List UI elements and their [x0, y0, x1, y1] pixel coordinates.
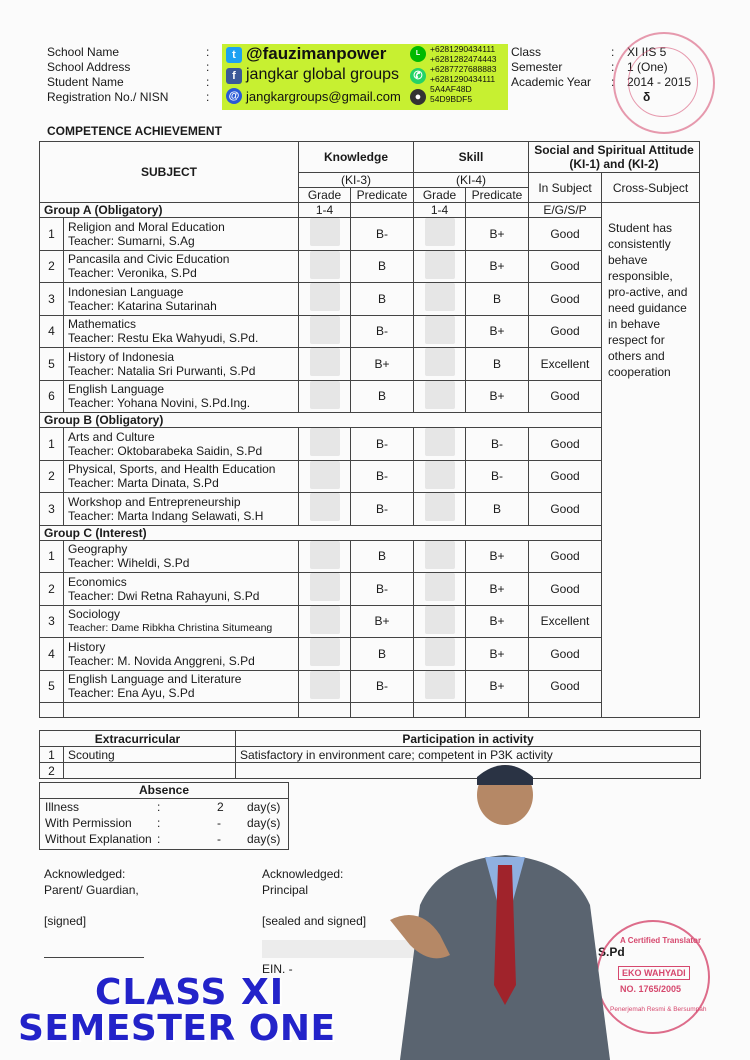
facebook-icon: f [226, 68, 242, 84]
knowledge-predicate: B- [351, 670, 414, 703]
subject-cell [64, 428, 299, 461]
redaction [310, 316, 340, 344]
semester-value: 1 (One) [627, 60, 668, 74]
predicate-blank-s [466, 203, 529, 218]
twitter-icon: t [226, 47, 242, 63]
empty-cell [40, 703, 64, 718]
attitude-in-subject: Good [529, 283, 602, 316]
in-subject-header: In Subject [529, 173, 602, 203]
row-number: 2 [40, 250, 64, 283]
teacher-name: Teacher: Oktobarabeka Saidin, S.Pd [68, 443, 263, 458]
redaction [425, 348, 455, 376]
egsp-scale: E/G/S/P [529, 203, 602, 218]
class-label: Class [511, 45, 542, 59]
subject-cell [64, 315, 299, 348]
teacher-name: Teacher: Restu Eka Wahyudi, S.Pd. [68, 331, 259, 346]
parent-signature-block [44, 866, 144, 958]
competence-table [39, 141, 700, 718]
empty-cell [351, 703, 414, 718]
teacher-name: Teacher: Natalia Sri Purwanti, S.Pd [68, 363, 256, 378]
row-number: 3 [40, 493, 64, 526]
redaction [310, 573, 340, 601]
knowledge-predicate: B- [351, 315, 414, 348]
subject-row [40, 428, 700, 461]
range-row [40, 203, 700, 218]
group-title: Group B (Obligatory) [40, 413, 602, 428]
absence-label: Without Explanation [45, 832, 152, 846]
subject-cell [64, 348, 299, 381]
redaction [425, 493, 455, 521]
skill-predicate: B+ [466, 380, 529, 413]
school-address-label: School Address [47, 60, 131, 74]
subject-name: Workshop and Entrepreneurship [68, 494, 241, 509]
absence-value: - [217, 832, 221, 846]
twitter-handle: @fauzimanpower [246, 44, 387, 63]
attitude-in-subject: Good [529, 573, 602, 606]
grade-k-redacted [299, 540, 351, 573]
attitude-in-subject: Good [529, 638, 602, 671]
bbm-pin-1: 5A4AF48D [430, 84, 472, 94]
grade-k-redacted [299, 348, 351, 381]
subject-name: History [68, 639, 106, 654]
whatsapp-icon: ✆ [410, 68, 426, 84]
ki3-header: (KI-3) [299, 173, 414, 188]
teacher-name: Teacher: Sumarni, S.Ag [68, 233, 195, 248]
subject-row [40, 460, 700, 493]
ack-principal: Acknowledged: [262, 867, 344, 881]
skill-predicate: B [466, 493, 529, 526]
parent-label: Parent/ Guardian, [44, 883, 139, 897]
subject-cell [64, 218, 299, 251]
subject-row [40, 315, 700, 348]
subject-name: Indonesian Language [68, 284, 184, 299]
subject-name: Mathematics [68, 317, 137, 332]
grade-range-s: 1-4 [414, 203, 466, 218]
redaction [425, 573, 455, 601]
knowledge-predicate: B- [351, 493, 414, 526]
empty-cell [466, 703, 529, 718]
email-icon: @ [226, 88, 242, 104]
knowledge-predicate: B [351, 540, 414, 573]
translator-stamp-bottom: Penerjemah Resmi & Bersumpah [610, 1006, 707, 1013]
academic-year-label: Academic Year [511, 75, 592, 89]
row-number: 2 [40, 460, 64, 493]
extracurricular-name: Scouting [64, 747, 236, 763]
row-number: 3 [40, 605, 64, 638]
teacher-name: Teacher: Ena Ayu, S.Pd [68, 686, 195, 701]
grade-k-redacted [299, 573, 351, 606]
grade-s-redacted [414, 573, 466, 606]
subject-row [40, 573, 700, 606]
grade-s-redacted [414, 348, 466, 381]
subject-name: English Language and Literature [68, 672, 242, 687]
grade-k-redacted [299, 428, 351, 461]
row-number: 5 [40, 348, 64, 381]
phone-line-2: +6281282474443 [430, 54, 497, 64]
redaction [310, 493, 340, 521]
redaction [425, 428, 455, 456]
grade-s-redacted [414, 218, 466, 251]
teacher-name: Teacher: Katarina Sutarinah [68, 298, 217, 313]
skill-predicate: B- [466, 428, 529, 461]
predicate-header-s: Predicate [466, 188, 529, 203]
grade-s-redacted [414, 638, 466, 671]
absence-unit: day(s) [247, 800, 281, 814]
extracurricular-header: Extracurricular [40, 731, 236, 747]
presenter-photo [380, 755, 620, 1060]
skill-predicate: B [466, 283, 529, 316]
predicate-header-k: Predicate [351, 188, 414, 203]
grade-s-redacted [414, 605, 466, 638]
redaction [310, 606, 340, 634]
skill-predicate: B+ [466, 315, 529, 348]
section-title: COMPETENCE ACHIEVEMENT [47, 124, 222, 138]
attitude-in-subject: Good [529, 460, 602, 493]
redaction [310, 218, 340, 246]
attitude-in-subject: Excellent [529, 348, 602, 381]
spd-label: S.Pd [598, 945, 625, 959]
row-number: 1 [40, 218, 64, 251]
header-colons: : : : : [206, 45, 210, 104]
absence-row [45, 831, 288, 847]
row-number: 1 [40, 540, 64, 573]
subject-name: Economics [68, 574, 127, 589]
absence-colon: : [157, 832, 161, 846]
subject-header: SUBJECT [40, 142, 299, 203]
grade-header-k: Grade [299, 188, 351, 203]
absence-label: Illness [45, 800, 80, 814]
subject-row [40, 670, 700, 703]
header-right-labels [511, 45, 591, 90]
redaction [425, 218, 455, 246]
predicate-blank-k [351, 203, 414, 218]
empty-cell [64, 703, 299, 718]
skill-header: Skill [414, 142, 529, 173]
knowledge-predicate: B [351, 283, 414, 316]
empty-row [40, 703, 700, 718]
subject-cell [64, 250, 299, 283]
grade-header-s: Grade [414, 188, 466, 203]
attitude-in-subject: Good [529, 493, 602, 526]
teacher-name: Teacher: Wiheldi, S.Pd [68, 556, 190, 571]
redaction [310, 348, 340, 376]
attitude-in-subject: Good [529, 315, 602, 348]
subject-row [40, 540, 700, 573]
redaction [310, 638, 340, 666]
knowledge-header: Knowledge [299, 142, 414, 173]
phone-wa: +6287727688883 [430, 64, 497, 74]
attitude-in-subject: Good [529, 428, 602, 461]
line-icon: L [410, 46, 426, 62]
group-title: Group C (Interest) [40, 525, 602, 540]
attitude-in-subject: Excellent [529, 605, 602, 638]
subject-cell [64, 670, 299, 703]
row-number: 2 [40, 573, 64, 606]
header-right-colons: : : : [611, 45, 615, 89]
group-title: Group A (Obligatory) [40, 203, 299, 218]
row-number: 4 [40, 315, 64, 348]
redaction [425, 671, 455, 699]
student-name-label: Student Name [47, 75, 124, 89]
knowledge-predicate: B- [351, 218, 414, 251]
redaction [425, 381, 455, 409]
subject-name: Sociology [68, 607, 121, 622]
redaction [425, 461, 455, 489]
attitude-in-subject: Good [529, 250, 602, 283]
teacher-name: Teacher: Dame Ribkha Christina Situmeang [68, 622, 273, 635]
facebook-name: jangkar global groups [246, 66, 399, 83]
school-seal-inner [628, 47, 698, 117]
knowledge-predicate: B- [351, 460, 414, 493]
translator-name: EKO WAHYADI [618, 966, 690, 980]
teacher-name: Teacher: Marta Indang Selawati, S.H [68, 508, 264, 523]
grade-k-redacted [299, 380, 351, 413]
absence-label: With Permission [45, 816, 132, 830]
grade-s-redacted [414, 670, 466, 703]
row-number: 1 [40, 428, 64, 461]
banner-line-2: SEMESTER ONE [18, 1008, 336, 1049]
phone-line: +6281290434111 [430, 44, 496, 54]
redaction [310, 251, 340, 279]
redaction [310, 428, 340, 456]
grade-s-redacted [414, 315, 466, 348]
extracurricular-participation: Satisfactory in environment care; competent in P3K activity [236, 747, 701, 763]
row-number: 6 [40, 380, 64, 413]
extracurricular-name [64, 763, 236, 779]
knowledge-predicate: B [351, 380, 414, 413]
absence-box [39, 782, 289, 850]
attitude-in-subject: Good [529, 380, 602, 413]
absence-unit: day(s) [247, 832, 281, 846]
subject-name: Religion and Moral Education [68, 219, 225, 234]
cross-subject-header: Cross-Subject [602, 173, 700, 203]
extracurricular-no: 2 [40, 763, 64, 779]
grade-k-redacted [299, 670, 351, 703]
subject-row [40, 348, 700, 381]
subject-name: Geography [68, 542, 128, 557]
grade-k-redacted [299, 493, 351, 526]
cross-subject-description: Student has consistently behave responsible, pro-active, and need guidance in behave respect for others and cooperation [602, 218, 700, 718]
principal-signature-block [262, 866, 366, 929]
knowledge-predicate: B+ [351, 348, 414, 381]
redaction [310, 381, 340, 409]
redaction [310, 541, 340, 569]
subject-row [40, 218, 700, 251]
redaction [425, 283, 455, 311]
subject-name: Arts and Culture [68, 429, 155, 444]
subject-cell [64, 460, 299, 493]
grade-s-redacted [414, 428, 466, 461]
teacher-name: Teacher: Veronika, S.Pd [68, 266, 197, 281]
skill-predicate: B+ [466, 250, 529, 283]
skill-predicate: B+ [466, 540, 529, 573]
participation-header: Participation in activity [236, 731, 701, 747]
knowledge-predicate: B+ [351, 605, 414, 638]
absence-value: - [217, 816, 221, 830]
subject-name: History of Indonesia [68, 349, 175, 364]
subject-name: Physical, Sports, and Health Education [68, 462, 276, 477]
extracurricular-no: 1 [40, 747, 64, 763]
skill-predicate: B+ [466, 573, 529, 606]
grade-k-redacted [299, 283, 351, 316]
grade-k-redacted [299, 638, 351, 671]
attitude-in-subject: Good [529, 670, 602, 703]
skill-predicate: B+ [466, 670, 529, 703]
redaction [310, 461, 340, 489]
subject-name: English Language [68, 382, 165, 397]
teacher-name: Teacher: Marta Dinata, S.Pd [68, 476, 219, 491]
principal-label: Principal [262, 883, 309, 897]
knowledge-predicate: B [351, 638, 414, 671]
skill-predicate: B+ [466, 638, 529, 671]
school-name-label: School Name [47, 45, 120, 59]
group-row [40, 525, 700, 540]
subject-row [40, 605, 700, 638]
teacher-name: Teacher: Dwi Retna Rahayuni, S.Pd [68, 588, 260, 603]
grade-s-redacted [414, 460, 466, 493]
skill-predicate: B- [466, 460, 529, 493]
subject-row [40, 380, 700, 413]
translator-stamp-top: A Certified Translator [620, 936, 702, 945]
subject-row [40, 638, 700, 671]
absence-row [45, 799, 288, 815]
absence-colon: : [157, 816, 161, 830]
absence-value: 2 [217, 800, 224, 814]
redaction [425, 541, 455, 569]
academic-year-value: 2014 - 2015 [627, 75, 692, 89]
skill-predicate: B+ [466, 218, 529, 251]
redaction [425, 638, 455, 666]
subject-row [40, 250, 700, 283]
grade-k-redacted [299, 218, 351, 251]
redaction [310, 671, 340, 699]
subject-cell [64, 573, 299, 606]
attitude-in-subject: Good [529, 218, 602, 251]
row-number: 5 [40, 670, 64, 703]
row-number: 3 [40, 283, 64, 316]
translator-number: NO. 1765/2005 [620, 984, 682, 994]
parent-sign-line [44, 957, 144, 958]
knowledge-predicate: B- [351, 573, 414, 606]
subject-cell [64, 605, 299, 638]
empty-cell [529, 703, 602, 718]
subject-row [40, 493, 700, 526]
subject-cell [64, 638, 299, 671]
redaction [425, 251, 455, 279]
principal-sealed: [sealed and signed] [262, 914, 367, 928]
handwritten-mark: δ [643, 90, 651, 104]
email-address: jangkargroups@gmail.com [246, 89, 401, 104]
empty-cell [414, 703, 466, 718]
subject-cell [64, 540, 299, 573]
registration-label: Registration No./ NISN [47, 90, 169, 104]
parent-signed: [signed] [44, 914, 87, 928]
class-value: XI IIS 5 [627, 45, 667, 59]
grade-k-redacted [299, 605, 351, 638]
ack-parent: Acknowledged: [44, 867, 126, 881]
absence-colon: : [157, 800, 161, 814]
phone-wa-2: +6281290434111 [430, 74, 496, 84]
ein-label: EIN. - [262, 962, 293, 976]
skill-predicate: B+ [466, 605, 529, 638]
group-row [40, 413, 700, 428]
redaction [425, 606, 455, 634]
teacher-name: Teacher: M. Novida Anggreni, S.Pd [68, 653, 255, 668]
absence-row [45, 815, 288, 831]
subject-cell [64, 283, 299, 316]
grade-k-redacted [299, 315, 351, 348]
header-left-labels [47, 45, 168, 105]
redaction [310, 283, 340, 311]
skill-predicate: B [466, 348, 529, 381]
knowledge-predicate: B- [351, 428, 414, 461]
redaction [425, 316, 455, 344]
row-number: 4 [40, 638, 64, 671]
social-header: Social and Spiritual Attitude (KI-1) and (KI-2) [529, 142, 700, 173]
grade-s-redacted [414, 283, 466, 316]
grade-s-redacted [414, 493, 466, 526]
presenter-cap [477, 765, 533, 785]
grade-s-redacted [414, 250, 466, 283]
grade-range-k: 1-4 [299, 203, 351, 218]
subject-name: Pancasila and Civic Education [68, 252, 230, 267]
banner-line-1: CLASS XI [95, 972, 285, 1013]
bbm-icon: ● [410, 89, 426, 105]
grade-k-redacted [299, 250, 351, 283]
cross-blank [602, 203, 700, 218]
bbm-pin-2: 54D9BDF5 [430, 94, 473, 104]
grade-k-redacted [299, 460, 351, 493]
subject-row [40, 283, 700, 316]
knowledge-predicate: B [351, 250, 414, 283]
subject-cell [64, 380, 299, 413]
promo-contacts [430, 44, 496, 104]
attitude-in-subject: Good [529, 540, 602, 573]
semester-label: Semester [511, 60, 563, 74]
ki4-header: (KI-4) [414, 173, 529, 188]
grade-s-redacted [414, 380, 466, 413]
absence-rows [40, 799, 288, 847]
absence-unit: day(s) [247, 816, 281, 830]
subject-cell [64, 493, 299, 526]
absence-title: Absence [40, 783, 288, 799]
grade-s-redacted [414, 540, 466, 573]
teacher-name: Teacher: Yohana Novini, S.Pd.Ing. [68, 396, 251, 411]
empty-cell [299, 703, 351, 718]
